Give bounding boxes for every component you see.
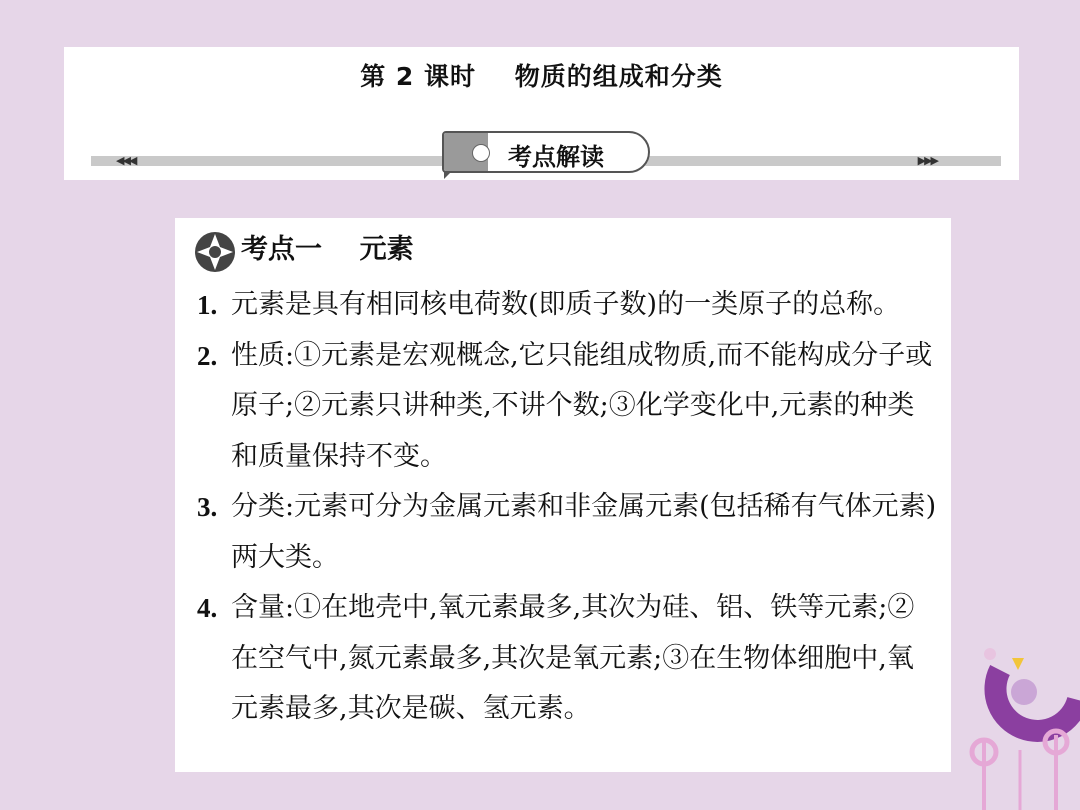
topic-list [197,280,939,735]
item-number: 1. [197,290,218,320]
topic-title: 考点一 元素 [241,234,414,265]
list-item [197,583,939,735]
list-item [197,280,939,331]
section-tag [442,131,650,173]
item-text: 含量:①在地壳中,氧元素最多,其次为硅、铝、铁等元素;②在空气中,氮元素最多,其次是氧元素;③在生物体细胞中,氧元素最多,其次是碳、氢元素。 [231,592,915,724]
circle-icon [472,144,490,162]
content-panel [175,218,951,772]
diamond-compass-icon [193,230,237,274]
list-item [197,482,939,583]
decorative-circuit-icon [960,630,1080,810]
item-number: 3. [197,492,218,522]
item-number: 4. [197,593,218,623]
list-item [197,331,939,483]
item-number: 2. [197,340,218,371]
tag-tail [444,171,452,179]
section-tag-label: 考点解读 [508,143,604,171]
lesson-title: 第 2 课时 物质的组成和分类 [360,62,723,91]
right-arrows-icon: ▶▶▶ [917,154,937,167]
item-text: 分类:元素可分为金属元素和非金属元素(包括稀有气体元素)两大类。 [231,491,937,573]
item-text: 元素是具有相同核电荷数(即质子数)的一类原子的总称。 [231,289,901,320]
item-text: 性质:①元素是宏观概念,它只能组成物质,而不能构成分子或原子;②元素只讲种类,不讲个数;③化学变化中,元素的种类和质量保持不变。 [231,339,933,472]
left-arrows-icon: ◀◀◀ [116,154,136,167]
header-banner [64,47,1019,180]
